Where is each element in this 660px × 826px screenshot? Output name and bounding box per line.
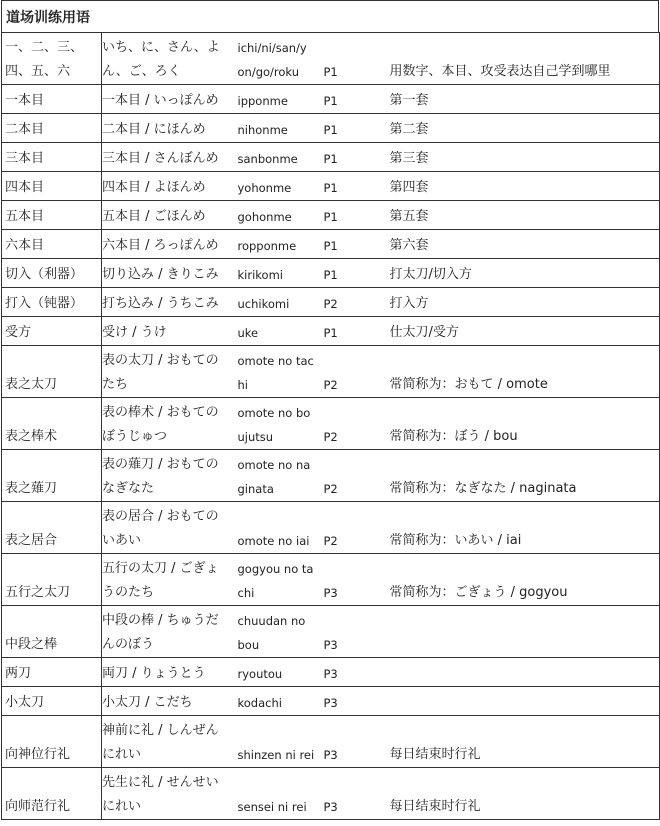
term-cell-term: 表之太刀 (5, 377, 58, 392)
term-cell (2, 172, 102, 201)
term-cell-term: 向师范行礼 (5, 799, 71, 814)
romaji-cell-roman-top: chuudan no (237, 614, 306, 628)
romaji-cell-roman-top: omote no tac (237, 354, 314, 368)
note-cell (390, 172, 660, 201)
romaji-cell-roman: ujutsu (237, 430, 274, 444)
page-cell-page: P2 (323, 430, 338, 444)
note-cell (390, 259, 660, 288)
term-cell (2, 716, 102, 768)
note-cell (390, 317, 660, 346)
term-cell-term: 表之棒术 (5, 429, 58, 444)
page-cell-page: P3 (323, 667, 338, 681)
romaji-cell-roman: nihonme (237, 123, 288, 137)
page-cell (324, 606, 390, 658)
romaji-cell (238, 768, 324, 820)
table-row (2, 687, 660, 716)
term-cell (2, 317, 102, 346)
page-cell-page: P3 (323, 586, 338, 600)
japanese-cell-jp: 打ち込み / うちこみ (102, 296, 219, 311)
note-cell (390, 143, 660, 172)
note-cell-note: 每日结束时行礼 (389, 799, 481, 814)
page-cell-page: P1 (323, 239, 338, 253)
term-cell (2, 398, 102, 450)
table-row (2, 450, 660, 502)
japanese-cell-jp: 小太刀 / こだち (102, 695, 193, 710)
table-row (2, 768, 660, 820)
romaji-cell-roman: ginata (237, 482, 274, 496)
note-cell-note: 打入方 (389, 296, 429, 311)
romaji-cell-roman: shinzen ni rei (237, 748, 315, 762)
term-cell-term: 四、五、六 (5, 64, 71, 79)
japanese-cell-jp-top: 表の薙刀 / おもての (102, 457, 219, 472)
term-cell-term-top: 一、二、三、 (5, 40, 84, 55)
page-cell-page: P1 (323, 94, 338, 108)
romaji-cell-roman: uke (237, 326, 259, 340)
romaji-cell (238, 230, 324, 259)
note-cell (390, 114, 660, 143)
term-cell (2, 502, 102, 554)
page-cell (324, 658, 390, 687)
term-cell-term: 四本目 (5, 180, 45, 195)
page-cell-page: P1 (323, 181, 338, 195)
japanese-cell-jp: 四本目 / よほんめ (102, 180, 206, 195)
romaji-cell-roman: chi (237, 586, 255, 600)
term-cell-term: 两刀 (5, 666, 32, 681)
table-row (2, 716, 660, 768)
table-title: 道场训练用语 (1, 0, 659, 32)
romaji-cell-roman: sanbonme (237, 152, 298, 166)
term-cell (2, 143, 102, 172)
table-row (2, 317, 660, 346)
table-row (2, 554, 660, 606)
page-cell-page: P3 (323, 638, 338, 652)
japanese-cell (102, 768, 238, 820)
term-cell (2, 658, 102, 687)
japanese-cell (102, 450, 238, 502)
note-cell (390, 554, 660, 606)
note-cell-note: 第二套 (389, 122, 429, 137)
term-cell-term: 六本目 (5, 238, 45, 253)
note-cell (390, 687, 660, 716)
japanese-cell-jp: 切り込み / きりこみ (102, 267, 219, 282)
term-cell-term: 表之薙刀 (5, 481, 58, 496)
japanese-cell (102, 658, 238, 687)
romaji-cell-roman: omote no iai (237, 534, 310, 548)
term-cell (2, 33, 102, 85)
term-cell-term: 打入（钝器） (5, 296, 84, 311)
romaji-cell-roman: bou (237, 638, 260, 652)
japanese-cell-jp: にれい (102, 747, 142, 762)
term-cell (2, 288, 102, 317)
japanese-cell-jp-top: 表の居合 / おもての (102, 509, 219, 524)
romaji-cell (238, 716, 324, 768)
note-cell (390, 33, 660, 85)
romaji-cell (238, 114, 324, 143)
japanese-cell (102, 716, 238, 768)
japanese-cell (102, 143, 238, 172)
page-cell-page: P2 (323, 378, 338, 392)
romaji-cell (238, 502, 324, 554)
japanese-cell-jp-top: 先生に礼 / せんせい (102, 775, 219, 790)
term-cell (2, 687, 102, 716)
page-cell (324, 687, 390, 716)
page-cell (324, 317, 390, 346)
page-cell-page: P3 (323, 696, 338, 710)
japanese-cell (102, 85, 238, 114)
note-cell-note: 第三套 (389, 151, 429, 166)
note-cell-note: 常简称为：ごぎょう / gogyou (389, 585, 568, 600)
japanese-cell (102, 201, 238, 230)
japanese-cell (102, 259, 238, 288)
term-cell-term: 二本目 (5, 122, 45, 137)
japanese-cell-jp-top: 表の太刀 / おもての (102, 353, 219, 368)
table-row (2, 658, 660, 687)
term-cell-term: 向神位行礼 (5, 747, 71, 762)
term-cell-term: 切入（利器） (5, 267, 84, 282)
page-cell (324, 85, 390, 114)
page-cell (324, 288, 390, 317)
page-cell (324, 502, 390, 554)
page-cell (324, 398, 390, 450)
term-cell-term: 五本目 (5, 209, 45, 224)
term-cell (2, 554, 102, 606)
romaji-cell-roman: yohonme (237, 181, 292, 195)
romaji-cell (238, 554, 324, 606)
term-cell (2, 259, 102, 288)
japanese-cell (102, 230, 238, 259)
romaji-cell-roman: ryoutou (237, 667, 283, 681)
table-row (2, 502, 660, 554)
japanese-cell (102, 172, 238, 201)
romaji-cell-roman: hi (237, 378, 248, 392)
term-cell (2, 606, 102, 658)
romaji-cell-roman: kodachi (237, 696, 282, 710)
japanese-cell (102, 606, 238, 658)
japanese-cell-jp: いあい (102, 533, 142, 548)
japanese-cell-jp: なぎなた (102, 481, 155, 496)
japanese-cell-jp: ん、ご、ろく (102, 64, 181, 79)
page-cell-page: P3 (323, 748, 338, 762)
japanese-cell-jp: にれい (102, 799, 142, 814)
japanese-cell-jp: んのぼう (102, 637, 155, 652)
note-cell-note: 常简称为：なぎなた / naginata (389, 481, 577, 496)
page-cell (324, 230, 390, 259)
japanese-cell-jp: うのたち (102, 585, 155, 600)
page-cell-page: P1 (323, 65, 338, 79)
note-cell-note: 常简称为：ぼう / bou (389, 429, 518, 444)
note-cell (390, 288, 660, 317)
romaji-cell (238, 143, 324, 172)
japanese-cell (102, 398, 238, 450)
term-cell (2, 346, 102, 398)
page-cell (324, 554, 390, 606)
romaji-cell-roman: ropponme (237, 239, 297, 253)
page-cell-page: P1 (323, 123, 338, 137)
romaji-cell-roman: uchikomi (237, 297, 290, 311)
note-cell-note: 第五套 (389, 209, 429, 224)
note-cell (390, 716, 660, 768)
term-cell-term: 表之居合 (5, 533, 58, 548)
romaji-cell-roman: on/go/roku (237, 65, 300, 79)
romaji-cell (238, 201, 324, 230)
term-cell-term: 小太刀 (5, 695, 45, 710)
page-cell (324, 768, 390, 820)
page-cell-page: P2 (323, 534, 338, 548)
note-cell-note: 第六套 (389, 238, 429, 253)
term-cell (2, 768, 102, 820)
japanese-cell (102, 288, 238, 317)
romaji-cell (238, 33, 324, 85)
romaji-cell (238, 85, 324, 114)
romaji-cell (238, 317, 324, 346)
page-cell-page: P2 (323, 297, 338, 311)
japanese-cell (102, 33, 238, 85)
table-row (2, 398, 660, 450)
note-cell (390, 450, 660, 502)
page-cell-page: P1 (323, 152, 338, 166)
romaji-cell (238, 398, 324, 450)
romaji-cell (238, 658, 324, 687)
table-row (2, 143, 660, 172)
japanese-cell-jp: 一本目 / いっぽんめ (102, 93, 219, 108)
table-row (2, 85, 660, 114)
table-row (2, 230, 660, 259)
romaji-cell-roman-top: ichi/ni/san/y (237, 41, 307, 55)
japanese-cell-jp: 六本目 / ろっぽんめ (102, 238, 219, 253)
term-cell-term: 受方 (5, 325, 32, 340)
note-cell (390, 398, 660, 450)
note-cell (390, 201, 660, 230)
term-cell-term: 中段之棒 (5, 637, 58, 652)
japanese-cell (102, 502, 238, 554)
note-cell (390, 230, 660, 259)
romaji-cell-roman: gohonme (237, 210, 292, 224)
romaji-cell-roman-top: omote no na (237, 458, 311, 472)
japanese-cell-jp-top: 表の棒术 / おもての (102, 405, 219, 420)
japanese-cell (102, 687, 238, 716)
note-cell-note: 常简称为：いあい / iai (389, 533, 522, 548)
note-cell-note: 用数字、本目、攻受表达自己学到哪里 (389, 64, 611, 79)
page-cell (324, 143, 390, 172)
japanese-cell-jp-top: 神前に礼 / しんぜん (102, 723, 219, 738)
table-row (2, 172, 660, 201)
page-cell (324, 346, 390, 398)
note-cell-note: 打太刀/切入方 (389, 267, 472, 282)
term-cell (2, 85, 102, 114)
table-row (2, 288, 660, 317)
term-cell-term: 五行之太刀 (5, 585, 71, 600)
japanese-cell-jp: ぼうじゅつ (102, 429, 168, 444)
table-row (2, 201, 660, 230)
note-cell-note: 每日结束时行礼 (389, 747, 481, 762)
page-cell (324, 172, 390, 201)
japanese-cell-jp: 二本目 / にほんめ (102, 122, 206, 137)
vocab-table (1, 0, 659, 820)
note-cell-note: 第四套 (389, 180, 429, 195)
note-cell (390, 85, 660, 114)
page-cell (324, 33, 390, 85)
table-row (2, 606, 660, 658)
romaji-cell (238, 259, 324, 288)
romaji-cell-roman: kirikomi (237, 268, 283, 282)
term-cell (2, 450, 102, 502)
japanese-cell-jp-top: 五行の太刀 / ごぎょ (102, 561, 219, 576)
romaji-cell-roman: ipponme (237, 94, 288, 108)
page-cell (324, 716, 390, 768)
japanese-cell (102, 317, 238, 346)
term-cell-term: 一本目 (5, 93, 45, 108)
romaji-cell (238, 687, 324, 716)
romaji-cell (238, 606, 324, 658)
japanese-cell-jp: たち (102, 377, 129, 392)
note-cell-note: 第一套 (389, 93, 429, 108)
page-cell (324, 259, 390, 288)
page-cell-page: P1 (323, 268, 338, 282)
romaji-cell-roman-top: gogyou no ta (237, 562, 314, 576)
vocab-table-body (1, 32, 660, 820)
japanese-cell (102, 554, 238, 606)
romaji-cell (238, 346, 324, 398)
romaji-cell (238, 172, 324, 201)
note-cell (390, 658, 660, 687)
japanese-cell-jp: 受け / うけ (102, 325, 167, 340)
page-cell-page: P3 (323, 800, 338, 814)
table-row (2, 33, 660, 85)
romaji-cell-roman-top: omote no bo (237, 406, 311, 420)
japanese-cell-jp-top: いち、に、さん、よ (102, 40, 220, 55)
japanese-cell-jp: 三本目 / さんぼんめ (102, 151, 219, 166)
table-row (2, 114, 660, 143)
japanese-cell-jp: 両刀 / りょうとう (102, 666, 206, 681)
term-cell (2, 230, 102, 259)
japanese-cell-jp: 五本目 / ごほんめ (102, 209, 206, 224)
table-row (2, 259, 660, 288)
page-cell-page: P2 (323, 482, 338, 496)
romaji-cell (238, 288, 324, 317)
page-cell-page: P1 (323, 326, 338, 340)
japanese-cell (102, 346, 238, 398)
note-cell (390, 606, 660, 658)
term-cell-term: 三本目 (5, 151, 45, 166)
page-cell (324, 114, 390, 143)
japanese-cell (102, 114, 238, 143)
note-cell (390, 768, 660, 820)
term-cell (2, 201, 102, 230)
note-cell (390, 502, 660, 554)
page-cell (324, 450, 390, 502)
note-cell-note: 仕太刀/受方 (389, 325, 459, 340)
japanese-cell-jp-top: 中段の棒 / ちゅうだ (102, 613, 219, 628)
note-cell-note: 常简称为：おもて / omote (389, 377, 548, 392)
page-cell-page: P1 (323, 210, 338, 224)
note-cell (390, 346, 660, 398)
romaji-cell (238, 450, 324, 502)
page-cell (324, 201, 390, 230)
romaji-cell-roman: sensei ni rei (237, 800, 307, 814)
term-cell (2, 114, 102, 143)
table-row (2, 346, 660, 398)
